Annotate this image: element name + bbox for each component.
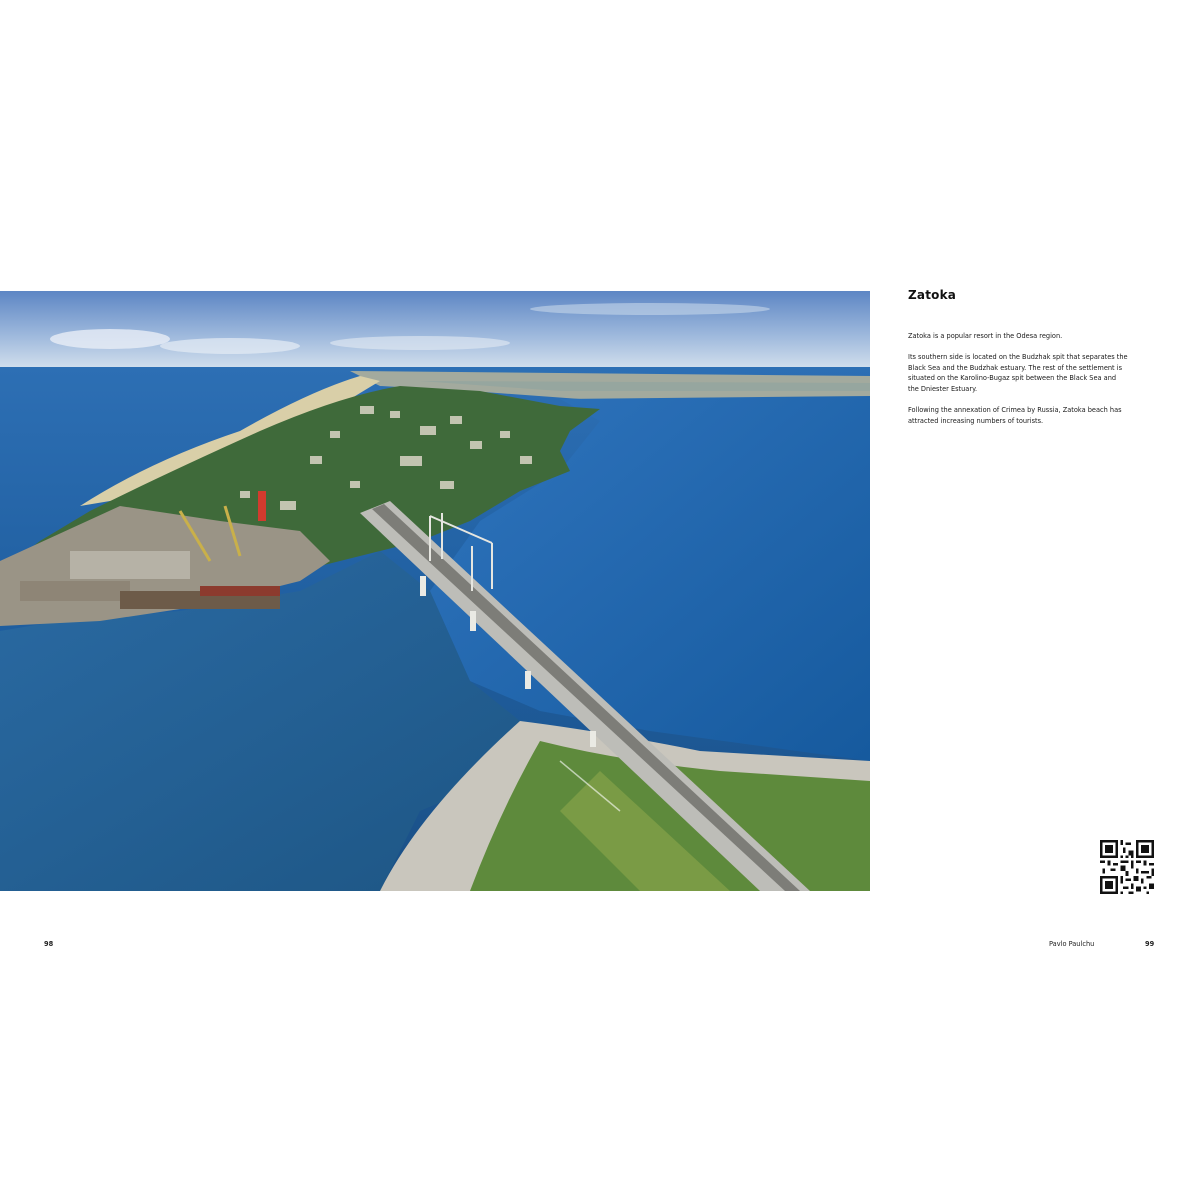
article-paragraph-1: Zatoka is a popular resort in the Odesa region. <box>908 332 1063 340</box>
article-text <box>908 288 1128 437</box>
article-title: Zatoka <box>908 288 957 302</box>
aerial-photo <box>0 291 870 891</box>
article-paragraph-2: Its southern side is located on the Budzhak spit that separates the Black Sea and the Budzhak estuary. The rest of the settlement is situated on the Karolino-Bugaz spit between the Black Sea and the Dniester Estuary. <box>908 352 1128 394</box>
running-title: Pavlo Paulchu <box>1049 940 1095 948</box>
qr-code-icon <box>1100 840 1154 894</box>
right-page-number: 99 <box>1145 940 1155 948</box>
left-page-number: 98 <box>44 940 54 948</box>
article-paragraph-3: Following the annexation of Crimea by Russia, Zatoka beach has attracted increasing numbers of tourists. <box>908 405 1122 425</box>
